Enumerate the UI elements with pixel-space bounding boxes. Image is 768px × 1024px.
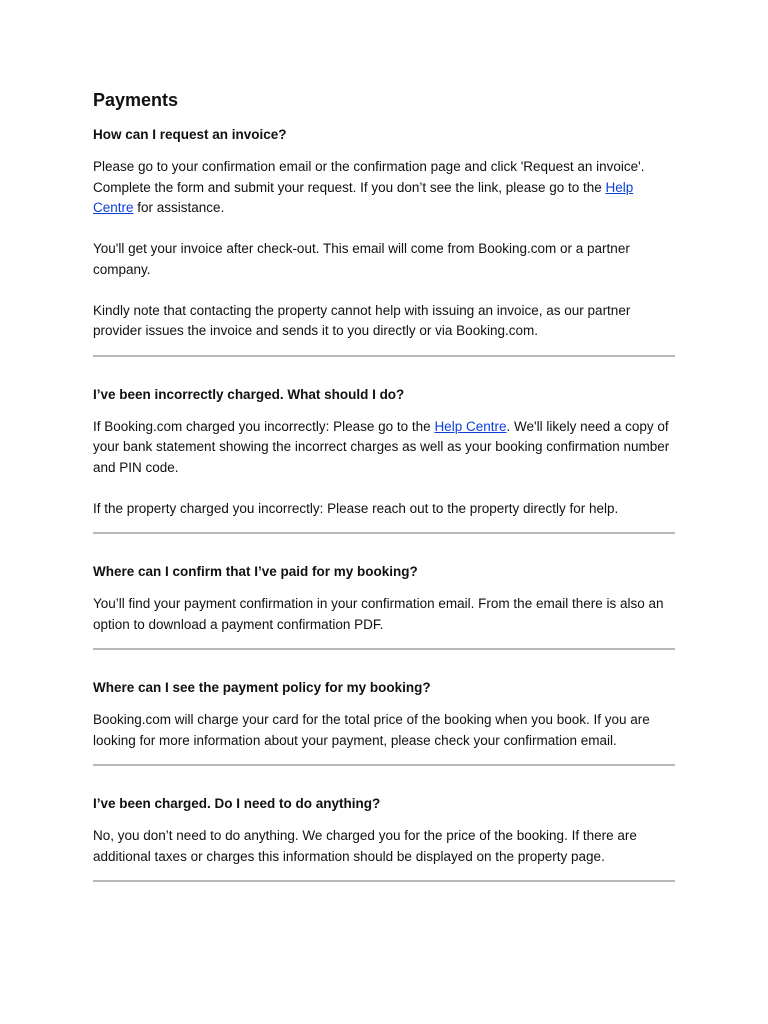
answer-paragraph: You’ll find your payment confirmation in your confirmation email. From the email there is also an option to download a payment confirmation PDF. <box>93 596 664 632</box>
section-divider <box>93 648 675 650</box>
answer-paragraph: Kindly note that contacting the property cannot help with issuing an invoice, as our partner provider issues the invoice and sends it to you directly or via Booking.com. <box>93 302 631 338</box>
page-title: Payments <box>93 90 179 110</box>
faq-answer <box>93 417 675 520</box>
faq-question: How can I request an invoice? <box>93 127 287 142</box>
faq-question: Where can I see the payment policy for my booking? <box>93 680 431 695</box>
section-divider <box>93 532 675 534</box>
faq-question: I’ve been charged. Do I need to do anything? <box>93 796 381 811</box>
faq-question: Where can I confirm that I’ve paid for my booking? <box>93 564 418 579</box>
answer-paragraph: You'll get your invoice after check-out. This email will come from Booking.com or a partner company. <box>93 241 630 277</box>
answer-text: for assistance. <box>133 200 225 215</box>
answer-text: . We'll likely need a copy of your bank statement showing the incorrect charges as well as your booking confirmation number and PIN code. <box>93 418 670 475</box>
answer-text: If Booking.com charged you incorrectly: Please go to the <box>93 418 435 434</box>
help-centre-link[interactable]: Help Centre <box>93 179 634 215</box>
faq-answer <box>93 826 675 867</box>
payments-page <box>93 88 675 882</box>
faq-question: I’ve been incorrectly charged. What should I do? <box>93 386 405 402</box>
answer-paragraph: No, you don’t need to do anything. We charged you for the price of the booking. If there are additional taxes or charges this information should be displayed on the property page. <box>93 828 637 864</box>
answer-paragraph: Booking.com will charge your card for the total price of the booking when you book. If you are looking for more information about your payment, please check your confirmation email. <box>93 712 650 748</box>
section-divider <box>93 764 675 766</box>
faq-item-payment-policy <box>93 678 675 751</box>
help-centre-link[interactable]: Help Centre <box>434 418 507 434</box>
faq-item-incorrectly-charged <box>93 385 675 520</box>
faq-answer <box>93 594 675 635</box>
section-divider <box>93 355 675 357</box>
faq-item-confirm-paid <box>93 562 675 635</box>
answer-paragraph <box>93 417 675 479</box>
answer-paragraph: If the property charged you incorrectly: Please reach out to the property directly for help. <box>93 500 619 516</box>
faq-item-request-invoice <box>93 125 675 342</box>
answer-text: Please go to your confirmation email or the confirmation page and click 'Request an invoice'. Complete the form and submit your request. If you don’t see the link, please go to the <box>93 159 645 195</box>
faq-answer <box>93 157 675 342</box>
faq-answer <box>93 710 675 751</box>
answer-paragraph <box>93 157 675 219</box>
section-divider <box>93 880 675 882</box>
faq-item-been-charged <box>93 794 675 867</box>
